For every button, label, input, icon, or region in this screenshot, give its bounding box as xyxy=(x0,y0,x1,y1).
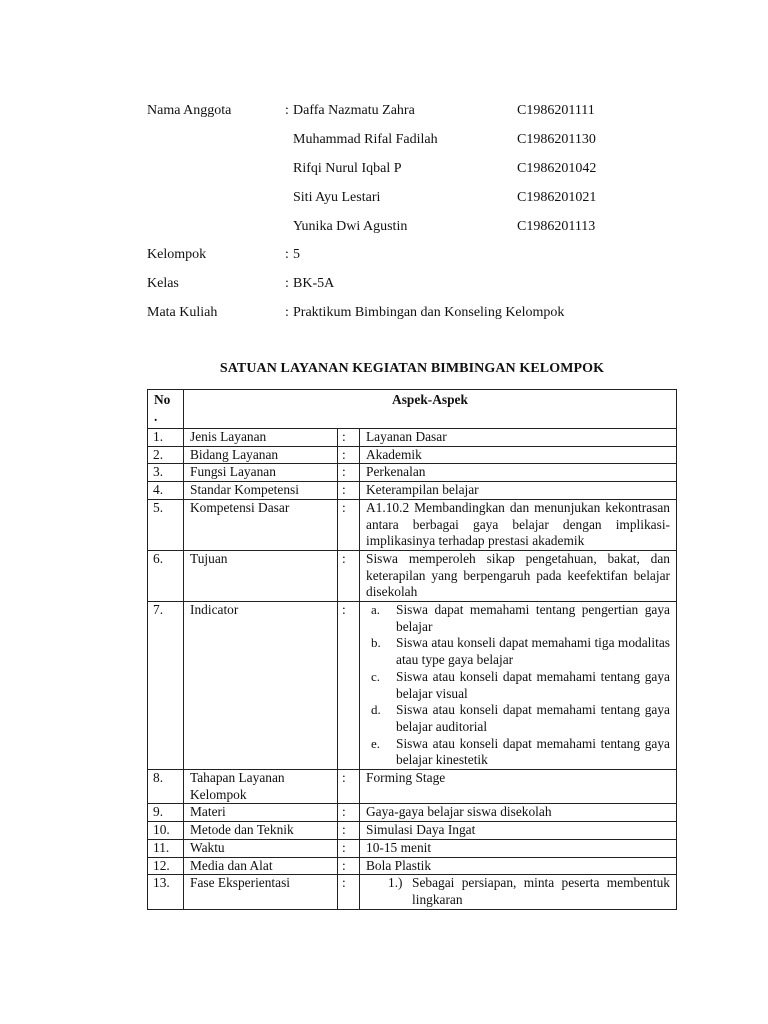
row-aspek: Jenis Layanan xyxy=(184,429,338,447)
member-row xyxy=(147,219,667,248)
row-number: 7. xyxy=(148,602,184,770)
row-aspek: Materi xyxy=(184,804,338,822)
colon: : xyxy=(338,857,360,875)
table-header-row xyxy=(148,390,677,429)
colon: : xyxy=(338,770,360,804)
member-row xyxy=(147,161,667,190)
row-number: 11. xyxy=(148,839,184,857)
table-row xyxy=(148,822,677,840)
row-number: 13. xyxy=(148,875,184,909)
row-aspek: Media dan Alat xyxy=(184,857,338,875)
table-row xyxy=(148,550,677,601)
matakuliah-value: Praktikum Bimbingan dan Konseling Kelompok xyxy=(293,305,565,320)
row-aspek: Metode dan Teknik xyxy=(184,822,338,840)
row-number: 9. xyxy=(148,804,184,822)
colon: : xyxy=(338,499,360,550)
fase-text: Sebagai persiapan, minta peserta membentuk lingkaran xyxy=(412,875,670,907)
fase-cell xyxy=(360,875,677,909)
table-row xyxy=(148,499,677,550)
row-number: 12. xyxy=(148,857,184,875)
row-value: Simulasi Daya Ingat xyxy=(360,822,677,840)
row-aspek: Indicator xyxy=(184,602,338,770)
colon: : xyxy=(338,429,360,447)
fase-item xyxy=(366,875,670,908)
member-name: Muhammad Rifal Fadilah xyxy=(293,132,438,147)
list-marker: a. xyxy=(371,602,381,618)
row-number: 2. xyxy=(148,446,184,464)
list-item-text: Siswa atau konseli dapat memahami tentang gaya belajar kinestetik xyxy=(396,735,670,768)
colon: : xyxy=(338,482,360,500)
table-row xyxy=(148,839,677,857)
list-marker: d. xyxy=(371,702,381,718)
row-value: Gaya-gaya belajar siswa disekolah xyxy=(360,804,677,822)
row-value: Keterampilan belajar xyxy=(360,482,677,500)
list-item xyxy=(371,702,670,735)
row-aspek: Waktu xyxy=(184,839,338,857)
member-nim: C1986201042 xyxy=(517,161,597,176)
list-item-text: Siswa atau konseli dapat memahami tiga modalitas atau type gaya belajar xyxy=(396,635,670,668)
table-row xyxy=(148,804,677,822)
group-info xyxy=(147,247,667,334)
row-number: 6. xyxy=(148,550,184,601)
row-number: 1. xyxy=(148,429,184,447)
kelompok-value: 5 xyxy=(293,247,300,262)
table-row-indicator xyxy=(148,602,677,770)
member-name: Siti Ayu Lestari xyxy=(293,190,381,205)
member-nim: C1986201021 xyxy=(517,190,597,205)
row-number: 5. xyxy=(148,499,184,550)
row-aspek: Bidang Layanan xyxy=(184,446,338,464)
table-row-fase xyxy=(148,875,677,909)
row-value: Perkenalan xyxy=(360,464,677,482)
header-aspek: Aspek-Aspek xyxy=(184,390,677,429)
member-nim: C1986201113 xyxy=(517,219,596,234)
colon: : xyxy=(338,446,360,464)
table-row xyxy=(148,770,677,804)
table-row xyxy=(148,857,677,875)
colon: : xyxy=(285,276,289,291)
row-value: A1.10.2 Membandingkan dan menunjukan kekontrasan antara berbagai gaya belajar dengan implikasi-implikasinya terhadap prestasi akademik xyxy=(360,499,677,550)
list-marker: c. xyxy=(371,668,381,684)
row-value: Layanan Dasar xyxy=(360,429,677,447)
member-nim: C1986201130 xyxy=(517,132,596,147)
header-no: No . xyxy=(148,390,184,429)
member-name: Yunika Dwi Agustin xyxy=(293,219,408,234)
service-plan-table xyxy=(147,389,677,910)
member-name: Rifqi Nurul Iqbal P xyxy=(293,161,402,176)
row-aspek: Fase Eksperientasi xyxy=(184,875,338,909)
row-number: 4. xyxy=(148,482,184,500)
colon: : xyxy=(338,822,360,840)
member-name: Daffa Nazmatu Zahra xyxy=(293,103,415,118)
kelompok-label: Kelompok xyxy=(147,247,207,262)
member-list xyxy=(147,103,667,248)
row-aspek: Kompetensi Dasar xyxy=(184,499,338,550)
row-number: 3. xyxy=(148,464,184,482)
info-row-kelompok xyxy=(147,247,667,276)
colon: : xyxy=(338,839,360,857)
indicator-list xyxy=(366,602,670,769)
table-row xyxy=(148,464,677,482)
member-nim: C1986201111 xyxy=(517,103,595,118)
member-row xyxy=(147,103,667,132)
row-value: Akademik xyxy=(360,446,677,464)
colon: : xyxy=(338,464,360,482)
row-aspek: Fungsi Layanan xyxy=(184,464,338,482)
list-item-text: Siswa atau konseli dapat memahami tentang gaya belajar auditorial xyxy=(396,702,670,734)
list-item-text: Siswa dapat memahami tentang pengertian gaya belajar xyxy=(396,602,670,634)
list-item xyxy=(371,668,670,702)
list-item-text: Siswa atau konseli dapat memahami tentang gaya belajar visual xyxy=(396,668,670,701)
colon: : xyxy=(285,103,289,118)
info-row-matakuliah xyxy=(147,305,667,334)
document-title: SATUAN LAYANAN KEGIATAN BIMBINGAN KELOMPOK xyxy=(219,361,605,376)
list-item xyxy=(371,735,670,769)
row-value: 10-15 menit xyxy=(360,839,677,857)
anggota-label: Nama Anggota xyxy=(147,103,232,118)
colon: : xyxy=(338,875,360,909)
member-row xyxy=(147,132,667,161)
list-item xyxy=(371,602,670,635)
colon: : xyxy=(338,804,360,822)
table-row xyxy=(148,429,677,447)
row-number: 10. xyxy=(148,822,184,840)
indicator-list-cell xyxy=(360,602,677,770)
row-value: Siswa memperoleh sikap pengetahuan, bakat, dan keterapilan yang berpengaruh pada keefektifan belajar disekolah xyxy=(360,550,677,601)
table-row xyxy=(148,446,677,464)
info-row-kelas xyxy=(147,276,667,305)
kelas-label: Kelas xyxy=(147,276,179,291)
fase-marker: 1.) xyxy=(388,875,403,891)
row-number: 8. xyxy=(148,770,184,804)
row-aspek: Tujuan xyxy=(184,550,338,601)
kelas-value: BK-5A xyxy=(293,276,335,291)
matakuliah-label: Mata Kuliah xyxy=(147,305,218,320)
list-marker: b. xyxy=(371,635,381,651)
colon: : xyxy=(285,305,289,320)
colon: : xyxy=(338,602,360,770)
colon: : xyxy=(285,247,289,262)
row-value: Forming Stage xyxy=(360,770,677,804)
member-row xyxy=(147,190,667,219)
table-row xyxy=(148,482,677,500)
row-aspek: Standar Kompetensi xyxy=(184,482,338,500)
row-aspek: Tahapan Layanan Kelompok xyxy=(184,770,338,804)
list-marker: e. xyxy=(371,735,381,751)
colon: : xyxy=(338,550,360,601)
list-item xyxy=(371,635,670,668)
row-value: Bola Plastik xyxy=(360,857,677,875)
